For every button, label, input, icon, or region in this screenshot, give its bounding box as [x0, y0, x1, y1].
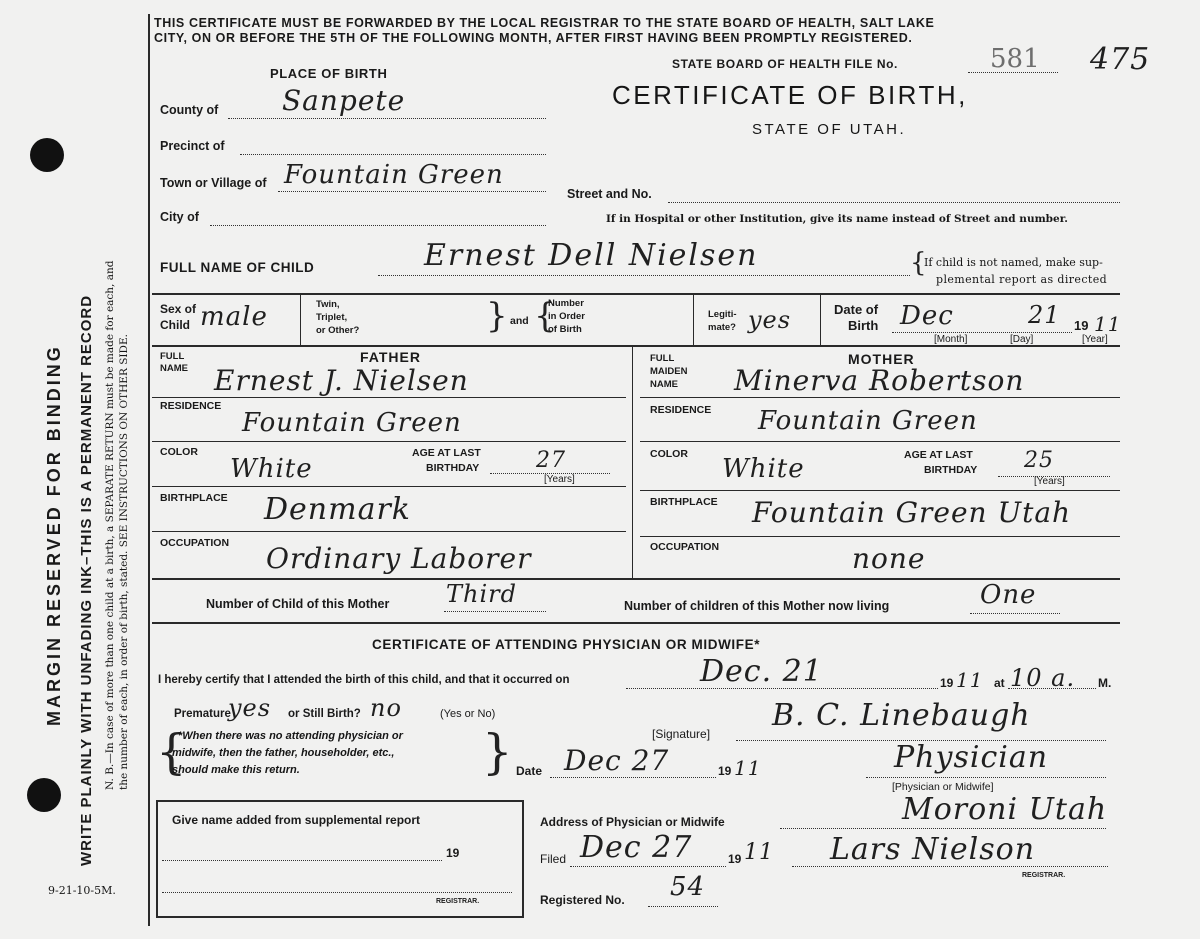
star-note-line2: midwife, then the father, householder, etc., [172, 747, 395, 759]
mother-age-label-1: AGE AT LAST [904, 449, 973, 461]
supplemental-name-line [162, 860, 442, 861]
signature-caption: [Signature] [652, 727, 711, 741]
twin-label-1: Twin, [316, 299, 340, 310]
mother-name-label: NAME [650, 379, 678, 390]
physician-heading: CERTIFICATE OF ATTENDING PHYSICIAN OR MIDWIFE* [372, 637, 761, 652]
file-no-label: STATE BOARD OF HEALTH FILE No. [672, 57, 898, 71]
twin-brace: } [486, 296, 508, 336]
order-label-2: in Order [548, 311, 585, 322]
father-residence-value: Fountain Green [242, 408, 462, 438]
registered-label: Registered No. [540, 893, 625, 907]
row-rule-top [152, 293, 1120, 295]
father-rule-2 [152, 441, 626, 442]
divider-sex [300, 295, 301, 345]
father-birthplace-value: Denmark [264, 492, 411, 527]
mother-age-label-2: BIRTHDAY [924, 464, 978, 476]
mother-occupation-value: none [852, 542, 926, 575]
file-no-handwritten: 475 [1090, 42, 1151, 77]
mother-birthplace-label: BIRTHPLACE [650, 496, 718, 508]
mother-color-label: COLOR [650, 448, 688, 460]
premature-label: Premature [174, 708, 231, 720]
nb-note-line1: N. B.—In case of more than one child at a birth, a SEPARATE RETURN must be made for each, and [104, 260, 116, 790]
father-rule-1 [152, 397, 626, 398]
father-birthplace-label: BIRTHPLACE [160, 492, 228, 504]
margin-rule [148, 14, 150, 926]
county-value: Sanpete [282, 84, 406, 117]
address-line [780, 828, 1106, 829]
binding-hole-top [30, 138, 64, 172]
print-code: 9-21-10-5M. [48, 884, 116, 897]
dob-label-1: Date of [834, 302, 879, 317]
binding-hole-bottom [27, 778, 61, 812]
child-name-label: FULL NAME OF CHILD [160, 260, 315, 275]
name-note-line2: plemental report as directed [936, 273, 1108, 286]
father-full-label: FULL [160, 351, 185, 362]
father-color-label: COLOR [160, 446, 198, 458]
still-birth-label: or Still Birth? [288, 708, 361, 720]
sex-value: male [200, 302, 268, 332]
mother-color-value: White [722, 454, 805, 484]
father-age-label-2: BIRTHDAY [426, 462, 480, 474]
physician-title-value: Physician [894, 740, 1049, 775]
precinct-line [240, 154, 546, 155]
mother-full-label: FULL [650, 353, 675, 364]
mother-rule-1 [640, 397, 1120, 398]
mother-rule-2 [640, 441, 1120, 442]
registered-line [648, 906, 718, 907]
precinct-label: Precinct of [160, 139, 225, 153]
divider-legit [820, 295, 821, 345]
occurred-year-prefix: 19 [940, 676, 954, 690]
place-of-birth-heading: PLACE OF BIRTH [270, 66, 388, 81]
town-label: Town or Village of [160, 176, 267, 190]
children-living-value: One [980, 580, 1037, 610]
children-living-label: Number of children of this Mother now living [624, 599, 890, 613]
mother-maiden-label: MAIDEN [650, 366, 688, 377]
father-years-caption: [Years] [544, 474, 575, 485]
permanent-record-text: WRITE PLAINLY WITH UNFADING INK–THIS IS A PERMANENT RECORD [78, 294, 95, 866]
registrar-signature: Lars Nielson [830, 832, 1036, 867]
street-label: Street and No. [567, 187, 652, 201]
mother-rule-4 [640, 536, 1120, 537]
star-note-line3: should make this return. [172, 764, 300, 776]
month-caption: [Month] [934, 334, 968, 345]
dob-month: Dec [900, 301, 954, 331]
city-line [210, 225, 546, 226]
father-age-value: 27 [536, 448, 566, 473]
mother-residence-label: RESIDENCE [650, 404, 712, 416]
date-line [550, 777, 716, 778]
counts-bottom-rule [152, 622, 1120, 624]
child-number-label: Number of Child of this Mother [206, 597, 390, 611]
binding-margin-text: MARGIN RESERVED FOR BINDING [44, 344, 64, 726]
filed-label: Filed [540, 852, 567, 866]
county-label: County of [160, 103, 219, 117]
star-note-right-brace: } [482, 724, 513, 780]
father-rule-4 [152, 531, 626, 532]
sex-label-1: Sex of [160, 302, 197, 316]
registrar-caption: REGISTRAR. [1022, 872, 1066, 879]
father-heading: FATHER [360, 349, 421, 365]
date-year-prefix: 19 [718, 764, 732, 778]
father-name-value: Ernest J. Nielsen [214, 364, 469, 397]
forwarding-notice-line1: THIS CERTIFICATE MUST BE FORWARDED BY THE LOCAL REGISTRAR TO THE STATE BOARD OF HEALTH, SALT LAKE [154, 16, 935, 30]
year-caption: [Year] [1082, 334, 1108, 345]
certify-text: I hereby certify that I attended the birth of this child, and that it occurred on [158, 674, 570, 686]
m-label: M. [1098, 676, 1112, 690]
mother-occupation-label: OCCUPATION [650, 541, 720, 553]
name-note-brace: { [910, 248, 927, 278]
at-label: at [994, 676, 1005, 690]
dob-year-prefix: 19 [1074, 318, 1089, 333]
date-label: Date [516, 764, 543, 778]
supplemental-registrar-label: REGISTRAR. [436, 898, 480, 905]
certificate-subtitle: STATE OF UTAH. [752, 121, 907, 138]
sex-label-2: Child [160, 318, 190, 332]
occurred-year: 11 [956, 668, 984, 692]
order-label-3: of Birth [548, 324, 582, 335]
twin-label-3: or Other? [316, 325, 360, 336]
father-occupation-value: Ordinary Laborer [266, 542, 532, 575]
file-no-value: 581 [990, 44, 1040, 74]
parents-divider [632, 347, 633, 579]
child-number-line [444, 611, 546, 612]
children-living-line [970, 613, 1060, 614]
hospital-note: If in Hospital or other Institution, give its name instead of Street and number. [606, 213, 1068, 225]
mother-residence-value: Fountain Green [758, 406, 978, 436]
address-label: Address of Physician or Midwife [540, 815, 725, 829]
supplemental-registrar-line [162, 892, 512, 893]
order-label-1: Number [548, 298, 584, 309]
parents-bottom-rule [152, 578, 1120, 580]
occurred-value: Dec. 21 [700, 654, 823, 689]
mother-age-value: 25 [1024, 448, 1054, 473]
city-label: City of [160, 210, 199, 224]
filed-year: 11 [744, 840, 774, 865]
dob-line [892, 332, 1072, 333]
father-occupation-label: OCCUPATION [160, 537, 230, 549]
town-value: Fountain Green [284, 160, 504, 190]
filed-value: Dec 27 [580, 830, 693, 865]
county-line [228, 118, 546, 119]
and-label: and [510, 315, 529, 327]
time-value: 10 a. [1010, 664, 1076, 692]
filed-year-prefix: 19 [728, 852, 742, 866]
supplemental-label: Give name added from supplemental report [172, 813, 421, 827]
signature-value: B. C. Linebaugh [772, 698, 1031, 733]
date-value: Dec 27 [564, 744, 670, 777]
nb-note-line2: the number of each, in order of birth, stated. SEE INSTRUCTIONS ON OTHER SIDE. [118, 334, 130, 790]
father-age-label-1: AGE AT LAST [412, 447, 481, 459]
certificate-title: CERTIFICATE OF BIRTH, [612, 80, 968, 110]
street-line [668, 202, 1120, 203]
yes-no-caption: (Yes or No) [440, 708, 496, 720]
father-residence-label: RESIDENCE [160, 400, 222, 412]
mother-years-caption: [Years] [1034, 476, 1065, 487]
name-note-line1: If child is not named, make sup- [924, 256, 1103, 269]
mother-birthplace-value: Fountain Green Utah [752, 496, 1072, 529]
child-name-value: Ernest Dell Nielsen [424, 238, 759, 273]
father-color-value: White [230, 454, 313, 484]
dob-day: 21 [1028, 301, 1061, 329]
mother-heading: MOTHER [848, 351, 915, 367]
physician-title-caption: [Physician or Midwife] [892, 781, 994, 793]
premature-value: yes [228, 694, 272, 722]
child-name-line [378, 275, 910, 276]
legit-label-2: mate? [708, 322, 736, 333]
address-value: Moroni Utah [902, 792, 1108, 827]
filed-line [570, 866, 726, 867]
mother-rule-3 [640, 490, 1120, 491]
day-caption: [Day] [1010, 334, 1034, 345]
legit-label-1: Legiti- [708, 309, 737, 320]
father-rule-3 [152, 486, 626, 487]
mother-name-value: Minerva Robertson [734, 364, 1025, 397]
order-brace: { [534, 296, 556, 336]
star-note-left-brace: { [156, 724, 187, 780]
dob-label-2: Birth [848, 318, 879, 333]
child-number-value: Third [446, 580, 517, 608]
legit-value: yes [748, 306, 792, 334]
title-line [866, 777, 1106, 778]
date-year: 11 [734, 756, 762, 780]
forwarding-notice-line2: CITY, ON OR BEFORE THE 5TH OF THE FOLLOWING MONTH, AFTER FIRST HAVING BEEN PROMPTLY REGISTERED. [154, 31, 913, 45]
still-birth-value: no [370, 694, 402, 722]
twin-label-2: Triplet, [316, 312, 348, 323]
town-line [278, 191, 546, 192]
supplemental-year-prefix: 19 [446, 846, 460, 860]
row-rule-bottom [152, 345, 1120, 347]
registered-value: 54 [670, 872, 706, 902]
divider-order [693, 295, 694, 345]
father-name-label: NAME [160, 363, 188, 374]
dob-year: 11 [1094, 312, 1122, 336]
star-note-line1: *When there was no attending physician or [178, 730, 403, 742]
